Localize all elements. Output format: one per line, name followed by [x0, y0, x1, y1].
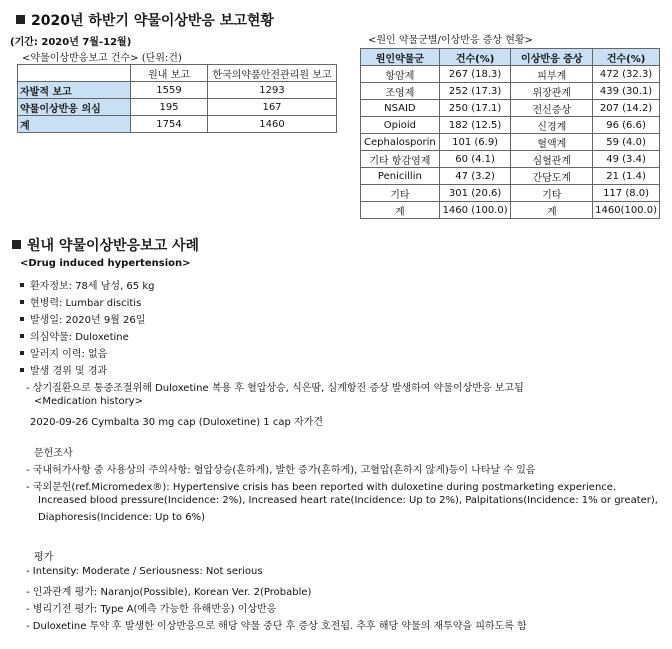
table-cell: 117 (8.0) — [593, 185, 660, 202]
table-header-row — [361, 49, 660, 66]
evaluation-line: - Intensity: Moderate / Seriousness: Not serious — [26, 566, 263, 577]
table-cell: 1460(100.0) — [593, 202, 660, 219]
bullet-icon — [20, 334, 24, 338]
medication-history-label: <Medication history> — [34, 396, 144, 407]
square-bullet-icon — [16, 15, 25, 24]
table-cell: 기타 항감염제 — [361, 151, 440, 168]
table-cell: 기타 — [361, 185, 440, 202]
bullet-item: 알러지 이력: 없음 — [20, 345, 107, 360]
table-cell: 신경계 — [511, 117, 593, 134]
table-cell: 계 — [361, 202, 440, 219]
table-header-row — [18, 65, 337, 82]
bullet-item: 의심약물: Duloxetine — [20, 328, 129, 343]
bullet-icon — [20, 317, 24, 321]
literature-line: - 국내허가사항 중 사용상의 주의사항: 혈압상승(흔하게), 발한 증가(흔하게), 고혈압(흔하지 않게)등이 나타날 수 있음 — [26, 465, 536, 476]
table-cell: 60 (4.1) — [439, 151, 511, 168]
literature-line: Diaphoresis(Incidence: Up to 6%) — [38, 512, 205, 523]
table-cell: 182 (12.5) — [439, 117, 511, 134]
table-cell: 59 (4.0) — [593, 134, 660, 151]
table-cell: 1460 (100.0) — [439, 202, 511, 219]
right-table-caption: <원인 약물군별/이상반응 증상 현황> — [368, 35, 533, 46]
table-cell: 심혈관계 — [511, 151, 593, 168]
section1-title: 2020년 하반기 약물이상반응 보고현황 — [31, 13, 274, 29]
table-row — [361, 117, 660, 134]
section2-title: 원내 약물이상반응보고 사례 — [27, 238, 200, 254]
table-cell: NSAID — [361, 100, 440, 117]
table-cell: 250 (17.1) — [439, 100, 511, 117]
medication-history: 2020-09-26 Cymbalta 30 mg cap (Duloxetine) 1 cap 자가견 — [30, 417, 323, 428]
header-cell: 이상반응 증상 — [511, 49, 593, 66]
table-cell: 간담도계 — [511, 168, 593, 185]
case-title: <Drug induced hypertension> — [20, 258, 191, 269]
evaluation-line: - 인과관계 평가: Naranjo(Possible), Korean Ver. 2(Probable) — [26, 587, 312, 598]
evaluation-title: 평가 — [34, 552, 54, 563]
table-cell: 267 (18.3) — [439, 66, 511, 83]
table-cell: 439 (30.1) — [593, 83, 660, 100]
table-cell: Opioid — [361, 117, 440, 134]
table-cell: 472 (32.3) — [593, 66, 660, 83]
bullet-item: 현병력: Lumbar discitis — [20, 294, 141, 309]
header-cell: 원인약물군 — [361, 49, 440, 66]
table-cell: 피부계 — [511, 66, 593, 83]
table-row — [361, 66, 660, 83]
left-table-caption: <약물이상반응보고 건수> (단위:건) — [22, 53, 182, 64]
row-label: 약물이상반응 의심 — [18, 99, 131, 116]
table-row — [18, 82, 337, 99]
row-label: 계 — [18, 116, 131, 133]
table-row — [361, 185, 660, 202]
table-cell: 1460 — [208, 116, 337, 133]
bullet-item: 발생일: 2020년 9월 26일 — [20, 311, 145, 326]
header-cell: 건수(%) — [593, 49, 660, 66]
table-cell: 96 (6.6) — [593, 117, 660, 134]
table-cell: 1754 — [131, 116, 208, 133]
table-cell: 101 (6.9) — [439, 134, 511, 151]
table-row — [361, 134, 660, 151]
bullet-icon — [20, 283, 24, 287]
evaluation-line: - Duloxetine 투약 후 발생한 이상반응으로 해당 약물 중단 후 증상 호전됨. 추후 해당 약물의 재투약을 피하도록 함 — [26, 621, 527, 632]
table-cell: 위장관계 — [511, 83, 593, 100]
table-cell: 혈액계 — [511, 134, 593, 151]
literature-line: - 국외문헌(ref.Micromedex®): Hypertensive crisis has been reported with duloxetine during postmarketing experience. — [26, 482, 617, 493]
literature-title: 문헌조사 — [34, 448, 73, 459]
section1-heading — [16, 10, 274, 30]
table-row — [18, 99, 337, 116]
table-cell: 49 (3.4) — [593, 151, 660, 168]
table-row — [361, 202, 660, 219]
table-cell: 252 (17.3) — [439, 83, 511, 100]
table-cell: 전신증상 — [511, 100, 593, 117]
table-cell: 207 (14.2) — [593, 100, 660, 117]
evaluation-line: - 병리기전 평가: Type A(예측 가능한 유해반응) 이상반응 — [26, 604, 277, 615]
table-row — [361, 168, 660, 185]
table-row — [18, 116, 337, 133]
section2-heading — [12, 235, 199, 255]
course-description: - 상기질환으로 통증조절위해 Duloxetine 복용 후 혈압상승, 식은땀, 심계항진 증상 발생하여 약물이상반응 보고됨 — [26, 383, 524, 394]
bullet-icon — [20, 351, 24, 355]
header-cell: 건수(%) — [439, 49, 511, 66]
table-cell: 항암제 — [361, 66, 440, 83]
square-bullet-icon — [12, 240, 21, 249]
table-row — [361, 151, 660, 168]
table-cell: 47 (3.2) — [439, 168, 511, 185]
table-cell: Penicillin — [361, 168, 440, 185]
header-cell: 한국의약품안전관리원 보고 — [208, 65, 337, 82]
table-cell: 조영제 — [361, 83, 440, 100]
table-cell: 195 — [131, 99, 208, 116]
literature-line: Increased blood pressure(Incidence: 2%), Increased heart rate(Incidence: Up to 2%), Palpitations(Incidence: 1% or greater), — [38, 495, 658, 506]
bullet-icon — [20, 368, 24, 372]
table-cell: 301 (20.6) — [439, 185, 511, 202]
bullet-item: 환자정보: 78세 남성, 65 kg — [20, 277, 154, 292]
header-cell — [18, 65, 131, 82]
table-cell: 계 — [511, 202, 593, 219]
table-cell: Cephalosporin — [361, 134, 440, 151]
cause-drug-symptom-table — [360, 48, 660, 219]
table-row — [361, 100, 660, 117]
adr-report-count-table — [17, 64, 337, 133]
report-period: (기간: 2020년 7월-12월) — [10, 37, 132, 48]
bullet-icon — [20, 300, 24, 304]
row-label: 자발적 보고 — [18, 82, 131, 99]
table-cell: 1293 — [208, 82, 337, 99]
table-cell: 기타 — [511, 185, 593, 202]
bullet-item: 발생 경위 및 경과 — [20, 362, 107, 377]
header-cell: 원내 보고 — [131, 65, 208, 82]
table-cell: 21 (1.4) — [593, 168, 660, 185]
table-row — [361, 83, 660, 100]
table-cell: 167 — [208, 99, 337, 116]
table-cell: 1559 — [131, 82, 208, 99]
